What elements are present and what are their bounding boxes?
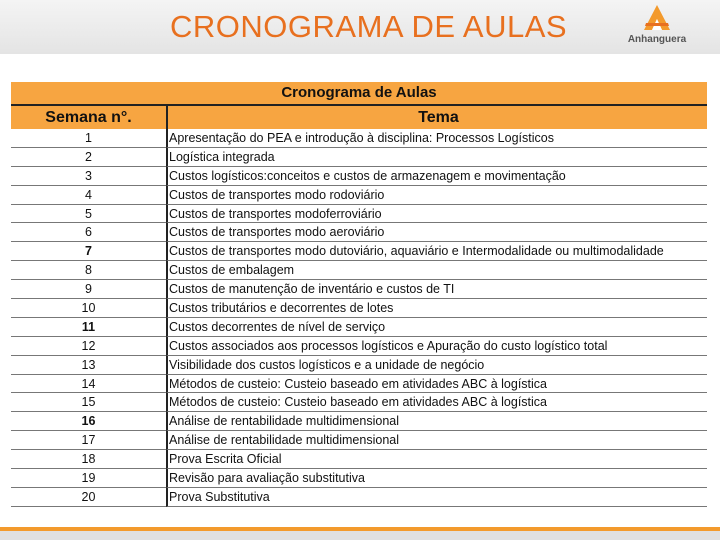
- topic-cell: Visibilidade dos custos logísticos e a unidade de negócio: [166, 356, 707, 375]
- week-number-cell: 6: [11, 223, 166, 242]
- topic-cell: Custos de transportes modo dutoviário, aquaviário e Intermodalidade ou multimodalidade: [166, 242, 707, 261]
- topic-cell: Custos associados aos processos logísticos e Apuração do custo logístico total: [166, 337, 707, 356]
- week-number-cell: 18: [11, 450, 166, 469]
- topic-cell: Custos decorrentes de nível de serviço: [166, 318, 707, 337]
- table-row: [11, 129, 707, 148]
- week-number-cell: 9: [11, 280, 166, 299]
- week-number-cell: 19: [11, 469, 166, 488]
- topic-cell: Análise de rentabilidade multidimensional: [166, 412, 707, 431]
- topic-cell: Apresentação do PEA e introdução à disciplina: Processos Logísticos: [166, 129, 707, 148]
- topic-cell: Custos de transportes modo aeroviário: [166, 223, 707, 242]
- topic-cell: Custos de embalagem: [166, 261, 707, 280]
- table-row: [11, 280, 707, 299]
- table-row: [11, 223, 707, 242]
- topic-cell: Métodos de custeio: Custeio baseado em atividades ABC à logística: [166, 393, 707, 412]
- week-number-cell: 16: [11, 412, 166, 431]
- table-row: [11, 375, 707, 394]
- table-row: [11, 488, 707, 507]
- table-body: [11, 129, 707, 507]
- week-number-cell: 2: [11, 148, 166, 167]
- table-row: [11, 356, 707, 375]
- week-number-cell: 13: [11, 356, 166, 375]
- week-number-cell: 7: [11, 242, 166, 261]
- week-number-cell: 3: [11, 167, 166, 186]
- table-row: [11, 167, 707, 186]
- table-row: [11, 337, 707, 356]
- week-number-cell: 12: [11, 337, 166, 356]
- week-number-cell: 17: [11, 431, 166, 450]
- week-number-cell: 8: [11, 261, 166, 280]
- topic-cell: Custos de manutenção de inventário e custos de TI: [166, 280, 707, 299]
- topic-cell: Logística integrada: [166, 148, 707, 167]
- slide-title: CRONOGRAMA DE AULAS: [170, 9, 568, 44]
- table-title: Cronograma de Aulas: [11, 82, 707, 104]
- table-row: [11, 318, 707, 337]
- topic-cell: Custos de transportes modoferroviário: [166, 205, 707, 224]
- topic-cell: Custos logísticos:conceitos e custos de armazenagem e movimentação: [166, 167, 707, 186]
- table-row: [11, 242, 707, 261]
- week-number-cell: 5: [11, 205, 166, 224]
- week-number-cell: 15: [11, 393, 166, 412]
- topic-cell: Prova Substitutiva: [166, 488, 707, 507]
- week-number-cell: 4: [11, 186, 166, 205]
- topic-cell: Métodos de custeio: Custeio baseado em atividades ABC à logística: [166, 375, 707, 394]
- table-row: [11, 469, 707, 488]
- table-row: [11, 450, 707, 469]
- logo-emblem-icon: [643, 4, 671, 32]
- table-row: [11, 431, 707, 450]
- week-number-cell: 14: [11, 375, 166, 394]
- column-header-tema: Tema: [166, 106, 709, 129]
- table-row: [11, 261, 707, 280]
- week-number-cell: 11: [11, 318, 166, 337]
- table-row: [11, 393, 707, 412]
- table-row: [11, 186, 707, 205]
- week-number-cell: 20: [11, 488, 166, 507]
- footer-bar: [0, 531, 720, 540]
- table-header: [11, 104, 707, 129]
- week-number-cell: 10: [11, 299, 166, 318]
- table-row: [11, 299, 707, 318]
- table-row: [11, 205, 707, 224]
- table-row: [11, 412, 707, 431]
- schedule-table: [11, 82, 707, 507]
- topic-cell: Custos de transportes modo rodoviário: [166, 186, 707, 205]
- column-header-semana: Semana n°.: [45, 109, 132, 126]
- table-row: [11, 148, 707, 167]
- logo-wordmark: Anhanguera: [627, 34, 687, 45]
- topic-cell: Prova Escrita Oficial: [166, 450, 707, 469]
- week-number-cell: 1: [11, 129, 166, 148]
- topic-cell: Revisão para avaliação substitutiva: [166, 469, 707, 488]
- topic-cell: Custos tributários e decorrentes de lotes: [166, 299, 707, 318]
- anhanguera-logo: [622, 4, 692, 48]
- topic-cell: Análise de rentabilidade multidimensional: [166, 431, 707, 450]
